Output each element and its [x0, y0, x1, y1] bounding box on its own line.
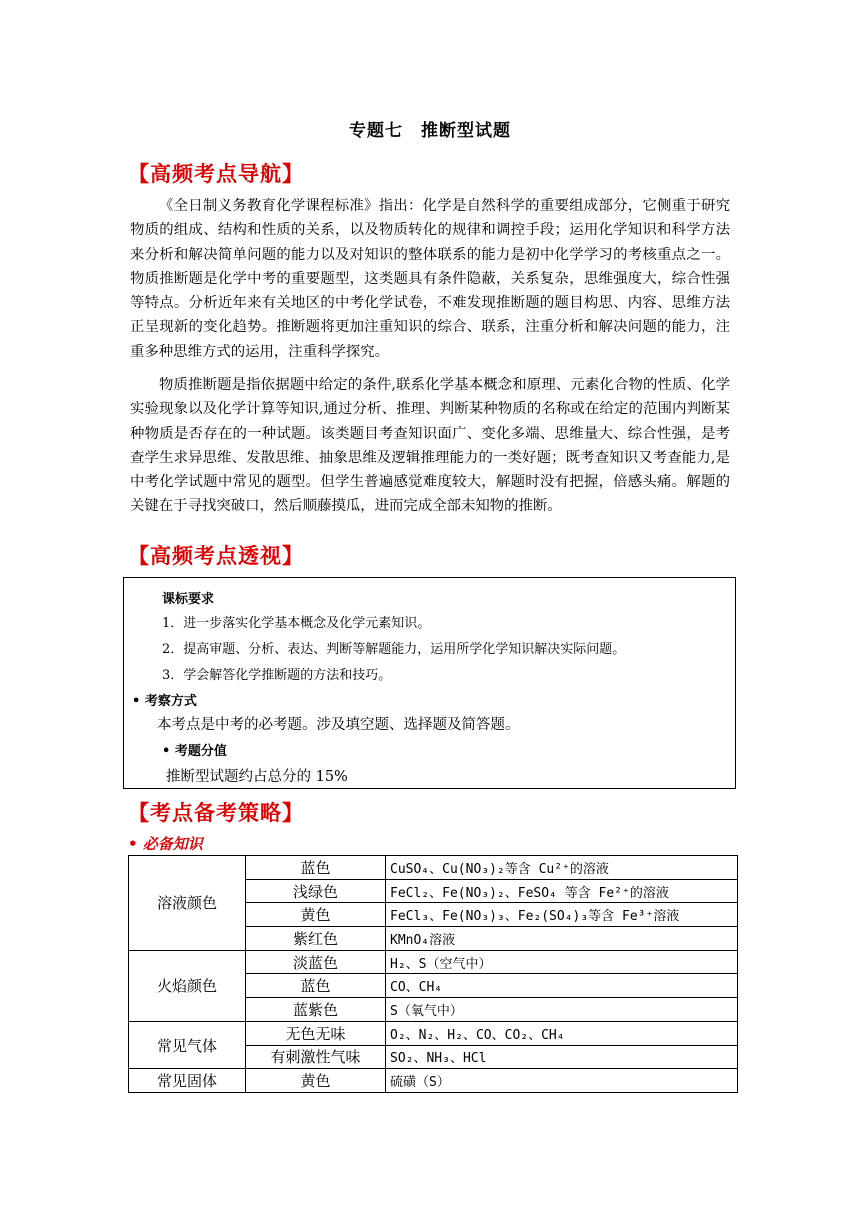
description-cell: CuSO₄、Cu(NO₃)₂等含 Cu²⁺的溶液 [386, 856, 738, 880]
section-heading-nav: 【高频考点导航】 [128, 162, 304, 186]
description-cell: CO、CH₄ [386, 974, 738, 998]
description-cell: FeCl₂、Fe(NO₃)₂、FeSO₄ 等含 Fe²⁺的溶液 [386, 879, 738, 903]
category-cell: 常见气体 [129, 1021, 246, 1068]
subcategory-cell: 浅绿色 [246, 879, 386, 903]
method-title: • 考察方式 [132, 694, 197, 709]
description-cell: SO₂、NH₃、HCl [386, 1045, 738, 1069]
category-cell: 溶液颜色 [129, 856, 246, 951]
knowledge-table [128, 855, 738, 1093]
description-cell: KMnO₄溶液 [386, 927, 738, 951]
subcategory-cell: 黄色 [246, 1069, 386, 1093]
page-title: 专题七 推断型试题 [349, 121, 511, 141]
score-text: 推断型试题约占总分的 15% [166, 769, 348, 785]
subcategory-cell: 淡蓝色 [246, 950, 386, 974]
intro-paragraph-2: 物质推断题是指依据题中给定的条件,联系化学基本概念和原理、元素化合物的性质、化学实验现象以及化学计算等知识,通过分析、推理、判断某种物质的名称或在给定的范围内判断某种物质是否存在的一种试题。该类题目考查知识面广、变化多端、思维量大、综合性强，是考查学生求异思维、发散思维、抽象思维及逻辑推理能力的一类好题；既考查知识又考查能力,是中考化学试题中常见的题型。但学生普遍感觉难度较大，解题时没有把握，倍感头痛。解题的关键在于寻找突破口，然后顺藤摸瓜，进而完成全部未知物的推断。 [130, 377, 730, 515]
description-cell: H₂、S（空气中） [386, 950, 738, 974]
requirement-item: 1．进一步落实化学基本概念及化学元素知识。 [162, 616, 431, 631]
category-cell: 常见固体 [129, 1069, 246, 1093]
section-heading-perspective: 【高频考点透视】 [128, 544, 304, 568]
score-title: • 考题分值 [162, 744, 227, 759]
subcategory-cell: 蓝色 [246, 856, 386, 880]
subcategory-cell: 有刺激性气味 [246, 1045, 386, 1069]
knowledge-label: • 必备知识 [128, 835, 203, 853]
table-row [129, 856, 738, 880]
subcategory-cell: 蓝色 [246, 974, 386, 998]
table-row [129, 1069, 738, 1093]
description-cell: 硫磺（S） [386, 1069, 738, 1093]
intro-paragraph-1: 《全日制义务教育化学课程标准》指出：化学是自然科学的重要组成部分，它侧重于研究物质的组成、结构和性质的关系，以及物质转化的规律和调控手段；运用化学知识和科学方法来分析和解决简单问题的能力以及对知识的整体联系的能力是初中化学学习的考核重点之一。物质推断题是化学中考的重要题型，这类题具有条件隐蔽，关系复杂，思维强度大，综合性强等特点。分析近年来有关地区的中考化学试卷，不难发现推断题的题目构思、内容、思维方法正呈现新的变化趋势。推断题将更加注重知识的综合、联系，注重分析和解决问题的能力，注重多种思维方式的运用，注重科学探究。 [130, 198, 730, 360]
requirement-item: 3．学会解答化学推断题的方法和技巧。 [162, 668, 392, 683]
subcategory-cell: 无色无味 [246, 1021, 386, 1045]
subcategory-cell: 紫红色 [246, 927, 386, 951]
method-text: 本考点是中考的必考题。涉及填空题、选择题及简答题。 [157, 717, 520, 733]
description-cell: O₂、N₂、H₂、CO、CO₂、CH₄ [386, 1021, 738, 1045]
description-cell: FeCl₃、Fe(NO₃)₃、Fe₂(SO₄)₃等含 Fe³⁺溶液 [386, 903, 738, 927]
description-cell: S（氧气中） [386, 998, 738, 1022]
requirement-item: 2．提高审题、分析、表达、判断等解题能力，运用所学化学知识解决实际问题。 [162, 642, 626, 657]
subcategory-cell: 黄色 [246, 903, 386, 927]
section-heading-strategy: 【考点备考策略】 [128, 801, 304, 825]
table-row [129, 1021, 738, 1045]
category-cell: 火焰颜色 [129, 950, 246, 1021]
table-row [129, 950, 738, 974]
requirements-title: 课标要求 [162, 592, 215, 607]
subcategory-cell: 蓝紫色 [246, 998, 386, 1022]
requirements-box [123, 577, 736, 789]
